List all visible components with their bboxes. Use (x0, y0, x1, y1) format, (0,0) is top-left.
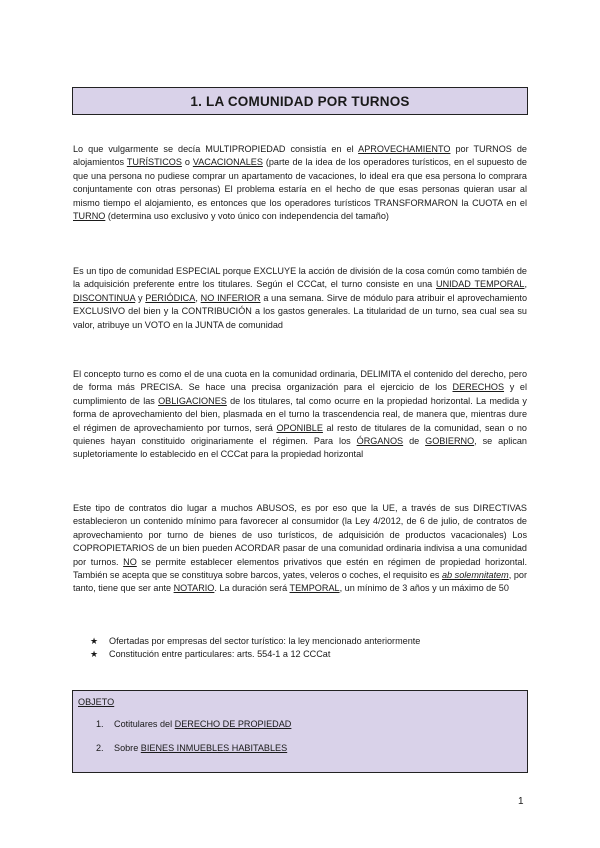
bullet-item (90, 635, 420, 648)
item-number: 1. (96, 719, 104, 729)
item-text: Cotitulares del (114, 719, 175, 729)
text-run: El concepto turno es como el de una cuota en la comunidad ordinaria, DELIMITA el contenido del derecho, pero de forma más PRECISA. Se hace una precisa organización para el ejercicio de los (73, 369, 527, 393)
emphasized-term: NO (123, 556, 137, 567)
text-run: al resto de titulares de la comunidad, sean o no quienes hayan constituido originariamente el régimen. Para los (73, 422, 527, 447)
paragraph (73, 143, 527, 223)
page-number: 1 (518, 796, 524, 807)
emphasized-term: NOTARIO (173, 583, 215, 594)
emphasized-term: GOBIERNO (425, 436, 475, 447)
text-run: Lo que vulgarmente se decía MULTIPROPIEDAD consistía en el (73, 144, 359, 154)
objeto-item (96, 743, 287, 753)
text-run: Es un tipo de comunidad ESPECIAL porque EXCLUYE la acción de división de la cosa común como también de la adquisición preferente entre los titulares. Según el CCCat, el turno consiste en una (73, 266, 527, 290)
text-run: , se aplican supletoriamente lo establecido en el CCCat para la propiedad horizontal (73, 436, 527, 460)
text-run: se permite establecer elementos privativos que estén en régimen de propiedad horizontal. También se acepta que se constituya sobre barcos, yates, veleros o coches, el requisito es (73, 556, 527, 581)
text-run: de los titulares, tal como ocurre en la propiedad horizontal. La medida y forma de aprovechamiento del bien, plasmada en el turno la trascendencia real, de manera que, mientras dure el régimen de aprovechamiento por turnos, será (73, 395, 527, 433)
emphasized-term: VACACIONALES (192, 157, 263, 168)
text-run: , un mínimo de 3 años y un máximo de 50 (339, 583, 509, 594)
emphasized-term: DISCONTINUA (73, 292, 136, 303)
item-text: Sobre (114, 743, 141, 753)
text-run: , (195, 292, 201, 303)
paragraph (73, 502, 527, 596)
text-run: (parte de la idea de los operadores turísticos, en el supuesto de que una persona no pudiese comprar un apartamento de vacaciones, lo ideal era que esa persona lo comprara conjuntamente con otras personas) El problema estaría en el hecho de que esas personas quieran usar al mismo tiempo el alojamiento, es entonces que los operadores turísticos TRANSFORMARON la CUOTA en el (73, 157, 527, 208)
emphasized-term: ab solemnitatem (442, 570, 509, 581)
text-run: (determina uso exclusivo y voto único con independencia del tamaño) (105, 211, 389, 222)
emphasized-term: OBLIGACIONES (158, 395, 227, 406)
section-title: 1. LA COMUNIDAD POR TURNOS (190, 93, 410, 109)
paragraph (73, 265, 527, 332)
bullet-list (90, 635, 420, 662)
bullet-text: Constitución entre particulares: arts. 554-1 a 12 CCCat (109, 649, 331, 660)
emphasized-term: PERIÓDICA (145, 292, 196, 303)
text-run: y (135, 292, 146, 303)
text-run: , (524, 279, 528, 290)
bullet-text: Ofertadas por empresas del sector turístico: la ley mencionado anteriormente (109, 636, 421, 646)
emphasized-term: OPONIBLE (276, 422, 323, 433)
objeto-item (96, 719, 291, 729)
star-icon: ★ (90, 636, 99, 646)
emphasized-term: UNIDAD TEMPORAL (436, 279, 525, 290)
paragraph (73, 368, 527, 462)
item-underlined-text: DERECHO DE PROPIEDAD (174, 719, 292, 729)
text-run: . La duración será (214, 583, 290, 594)
text-run: por TURNOS de alojamientos (73, 144, 527, 168)
text-run: o (181, 157, 193, 168)
item-number: 2. (96, 743, 104, 753)
text-run: , por tanto, tiene que ser ante (73, 570, 527, 594)
text-run: Este tipo de contratos dio lugar a muchos ABUSOS, es por eso que la UE, a través de sus DIRECTIVAS establecieron un contenido mínimo para favorecer al consumidor (la Ley 4/2012, de 6 de julio, de contratos de aprovechamiento por turno de bienes de uso turísticos, de adquisición de productos vacacionales) Los COPROPIETARIOS de un bien pueden ACORDAR pasar de una comunidad ordinaria indivisa a una comunidad por turnos. (73, 503, 527, 567)
emphasized-term: ÓRGANOS (356, 436, 404, 447)
objeto-box (72, 690, 528, 773)
text-run: y el cumplimiento de las (73, 382, 527, 406)
emphasized-term: NO INFERIOR (200, 292, 261, 303)
section-title-box (72, 87, 528, 115)
item-underlined-text: BIENES INMUEBLES HABITABLES (140, 743, 288, 753)
emphasized-term: TEMPORAL (289, 583, 340, 594)
star-icon: ★ (90, 649, 99, 660)
emphasized-term: TURÍSTICOS (126, 157, 182, 168)
bullet-item (90, 648, 420, 661)
emphasized-term: TURNO (73, 211, 106, 222)
emphasized-term: DERECHOS (452, 382, 505, 393)
text-run: de (403, 436, 426, 447)
text-run: a una semana. Sirve de módulo para atribuir el aprovechamiento EXCLUSIVO del bien y la CONTRIBUCIÓN a los gastos generales. La titularidad de un turno, sea cual sea su valor, atribuye un VOTO en la JUNTA de comunidad (73, 292, 528, 330)
emphasized-term: APROVECHAMIENTO (358, 144, 451, 154)
objeto-title: OBJETO (78, 697, 115, 707)
